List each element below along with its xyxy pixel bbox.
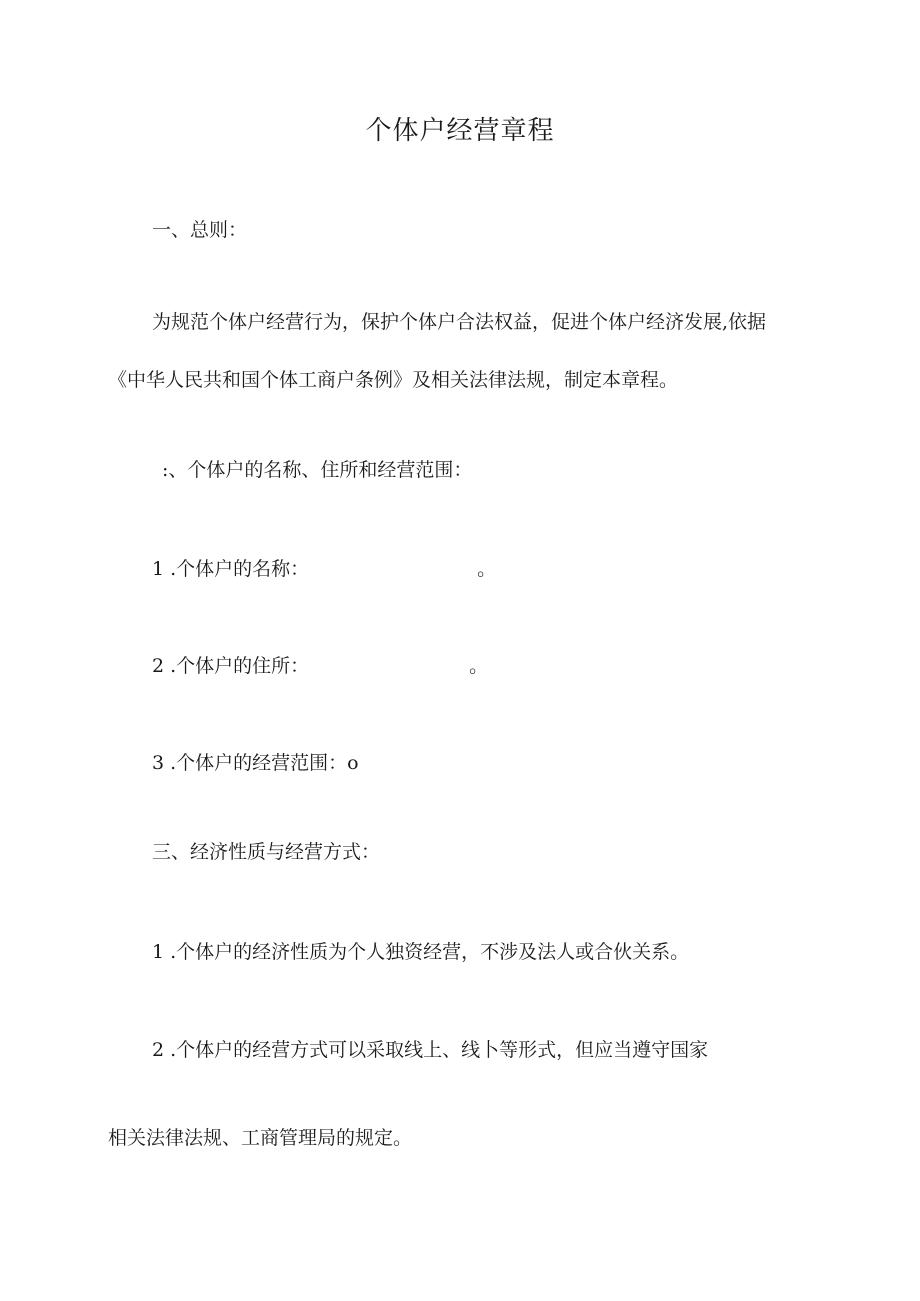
- list-item-scope: 3 .个体户的经营范围：o: [152, 752, 359, 774]
- paragraph-line: 为规范个体户经营行为，保护个体户合法权益，促进个体户经济发展,依据: [152, 311, 767, 333]
- section-heading-general: 一、总则：: [152, 219, 248, 241]
- paragraph-line: 《中华人民共和国个体工商户条例》及相关法律法规，制定本章程。: [108, 369, 679, 391]
- list-item-name: [152, 557, 496, 581]
- list-item-label: 2 .个体户的住所：: [152, 655, 310, 677]
- list-item-end-mark: 。: [477, 558, 497, 580]
- list-item-mode: 2 .个体户的经营方式可以采取线上、线卜等形式，但应当遵守国家: [152, 1039, 709, 1061]
- document-title: 个体户经营章程: [365, 116, 555, 146]
- list-item-end-mark: 。: [469, 655, 489, 677]
- section-heading-name-address-scope: :、个体户的名称、住所和经营范围：: [162, 459, 473, 481]
- list-item-address: [152, 654, 488, 678]
- list-item-nature: 1 .个体户的经济性质为个人独资经营，不涉及法人或合伙关系。: [152, 941, 690, 963]
- list-item-label: 1 .个体户的名称：: [152, 558, 310, 580]
- section-heading-nature-mode: 三、经济性质与经营方式：: [152, 841, 381, 863]
- paragraph-line: 相关法律法规、工商管理局的规定。: [108, 1127, 413, 1149]
